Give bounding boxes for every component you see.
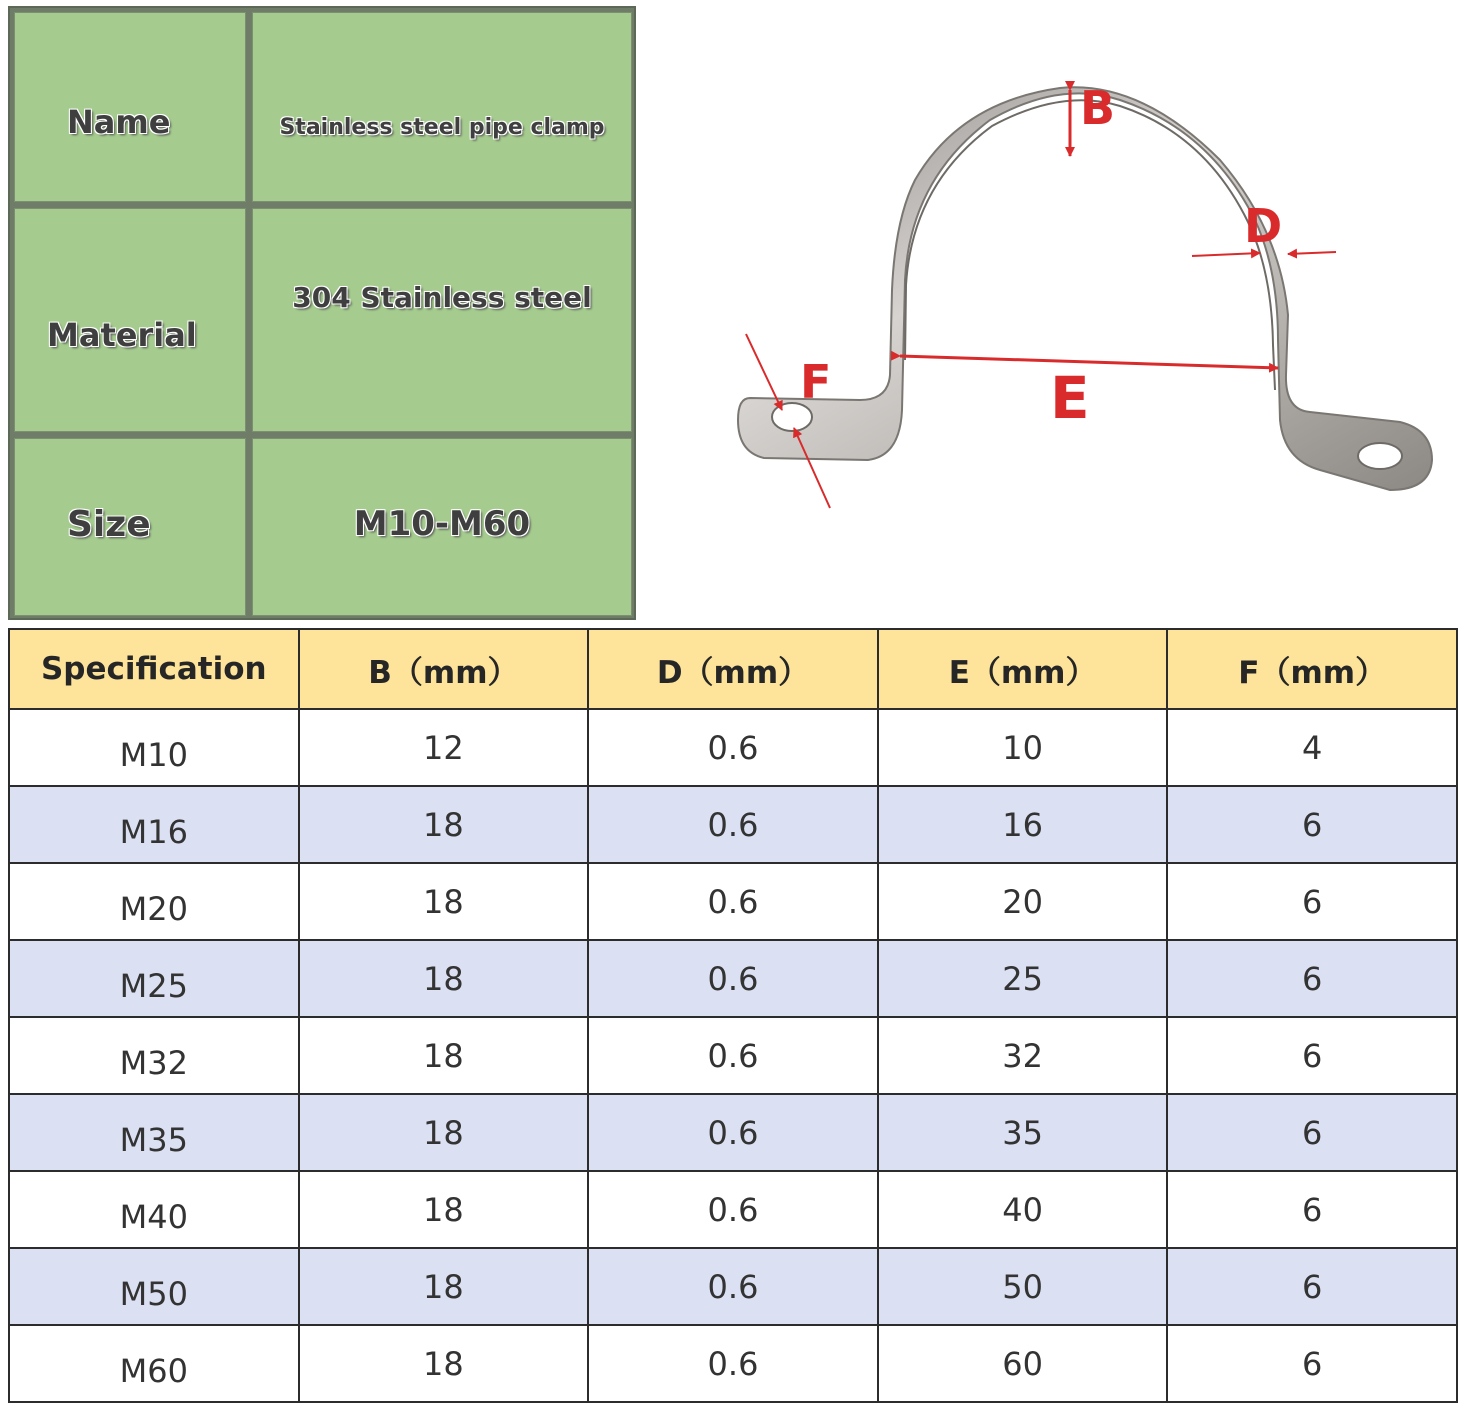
b-cell: 18 xyxy=(299,863,589,940)
d-cell: 0.6 xyxy=(588,863,878,940)
info-label-cell xyxy=(14,12,246,202)
f-cell: 6 xyxy=(1167,1248,1457,1325)
f-cell: 6 xyxy=(1167,863,1457,940)
f-cell: 4 xyxy=(1167,709,1457,786)
column-header-d: D（mm） xyxy=(588,629,878,709)
table-header-row xyxy=(9,629,1457,709)
name-value: Stainless steel pipe clamp xyxy=(279,114,605,140)
b-cell: 18 xyxy=(299,786,589,863)
d-dimension-label: D xyxy=(1244,199,1283,253)
table-row xyxy=(9,1325,1457,1402)
e-cell: 35 xyxy=(878,1094,1168,1171)
name-label: Name xyxy=(67,103,171,141)
column-header-b: B（mm） xyxy=(299,629,589,709)
e-cell: 50 xyxy=(878,1248,1168,1325)
f-dimension-label: F xyxy=(800,355,832,409)
d-cell: 0.6 xyxy=(588,940,878,1017)
column-header-e: E（mm） xyxy=(878,629,1168,709)
pipe-clamp-diagram xyxy=(700,60,1460,530)
table-row xyxy=(9,1017,1457,1094)
d-cell: 0.6 xyxy=(588,786,878,863)
f-cell: 6 xyxy=(1167,940,1457,1017)
table-row xyxy=(9,786,1457,863)
specification-table xyxy=(8,628,1458,1403)
table-row xyxy=(9,863,1457,940)
b-cell: 18 xyxy=(299,940,589,1017)
spec-cell: M25 xyxy=(9,940,299,1017)
e-cell: 16 xyxy=(878,786,1168,863)
spec-cell: M35 xyxy=(9,1094,299,1171)
d-cell: 0.6 xyxy=(588,1248,878,1325)
material-label: Material xyxy=(47,316,197,354)
info-value-cell xyxy=(252,438,632,616)
spec-cell: M32 xyxy=(9,1017,299,1094)
table-row xyxy=(9,1171,1457,1248)
e-cell: 25 xyxy=(878,940,1168,1017)
f-cell: 6 xyxy=(1167,1094,1457,1171)
info-label-cell xyxy=(14,438,246,616)
spec-cell: M20 xyxy=(9,863,299,940)
table-row xyxy=(9,1094,1457,1171)
column-header-specification: Specification xyxy=(9,629,299,709)
spec-cell: M60 xyxy=(9,1325,299,1402)
b-cell: 18 xyxy=(299,1094,589,1171)
spec-cell: M50 xyxy=(9,1248,299,1325)
f-cell: 6 xyxy=(1167,1017,1457,1094)
table-row xyxy=(9,940,1457,1017)
table-row xyxy=(9,1248,1457,1325)
e-cell: 32 xyxy=(878,1017,1168,1094)
e-cell: 20 xyxy=(878,863,1168,940)
info-label-cell xyxy=(14,208,246,432)
table-row xyxy=(9,709,1457,786)
product-info-table xyxy=(8,6,636,620)
spec-cell: M40 xyxy=(9,1171,299,1248)
column-header-f: F（mm） xyxy=(1167,629,1457,709)
d-cell: 0.6 xyxy=(588,1094,878,1171)
d-cell: 0.6 xyxy=(588,1325,878,1402)
d-cell: 0.6 xyxy=(588,1171,878,1248)
spec-cell: M16 xyxy=(9,786,299,863)
b-cell: 18 xyxy=(299,1325,589,1402)
e-cell: 40 xyxy=(878,1171,1168,1248)
info-value-cell xyxy=(252,208,632,432)
b-cell: 18 xyxy=(299,1248,589,1325)
d-cell: 0.6 xyxy=(588,709,878,786)
f-cell: 6 xyxy=(1167,1325,1457,1402)
e-dimension-label: E xyxy=(1050,364,1090,432)
info-value-cell xyxy=(252,12,632,202)
size-value: M10-M60 xyxy=(353,504,531,544)
e-cell: 10 xyxy=(878,709,1168,786)
right-mounting-hole xyxy=(1358,443,1402,469)
b-cell: 12 xyxy=(299,709,589,786)
f-cell: 6 xyxy=(1167,1171,1457,1248)
d-dimension-line-right xyxy=(1288,252,1336,254)
e-cell: 60 xyxy=(878,1325,1168,1402)
b-dimension-label: B xyxy=(1080,81,1116,135)
b-cell: 18 xyxy=(299,1171,589,1248)
spec-cell: M10 xyxy=(9,709,299,786)
d-cell: 0.6 xyxy=(588,1017,878,1094)
b-cell: 18 xyxy=(299,1017,589,1094)
size-label: Size xyxy=(67,503,151,545)
f-cell: 6 xyxy=(1167,786,1457,863)
material-value: 304 Stainless steel xyxy=(292,281,592,314)
d-dimension-line-left xyxy=(1192,253,1260,256)
